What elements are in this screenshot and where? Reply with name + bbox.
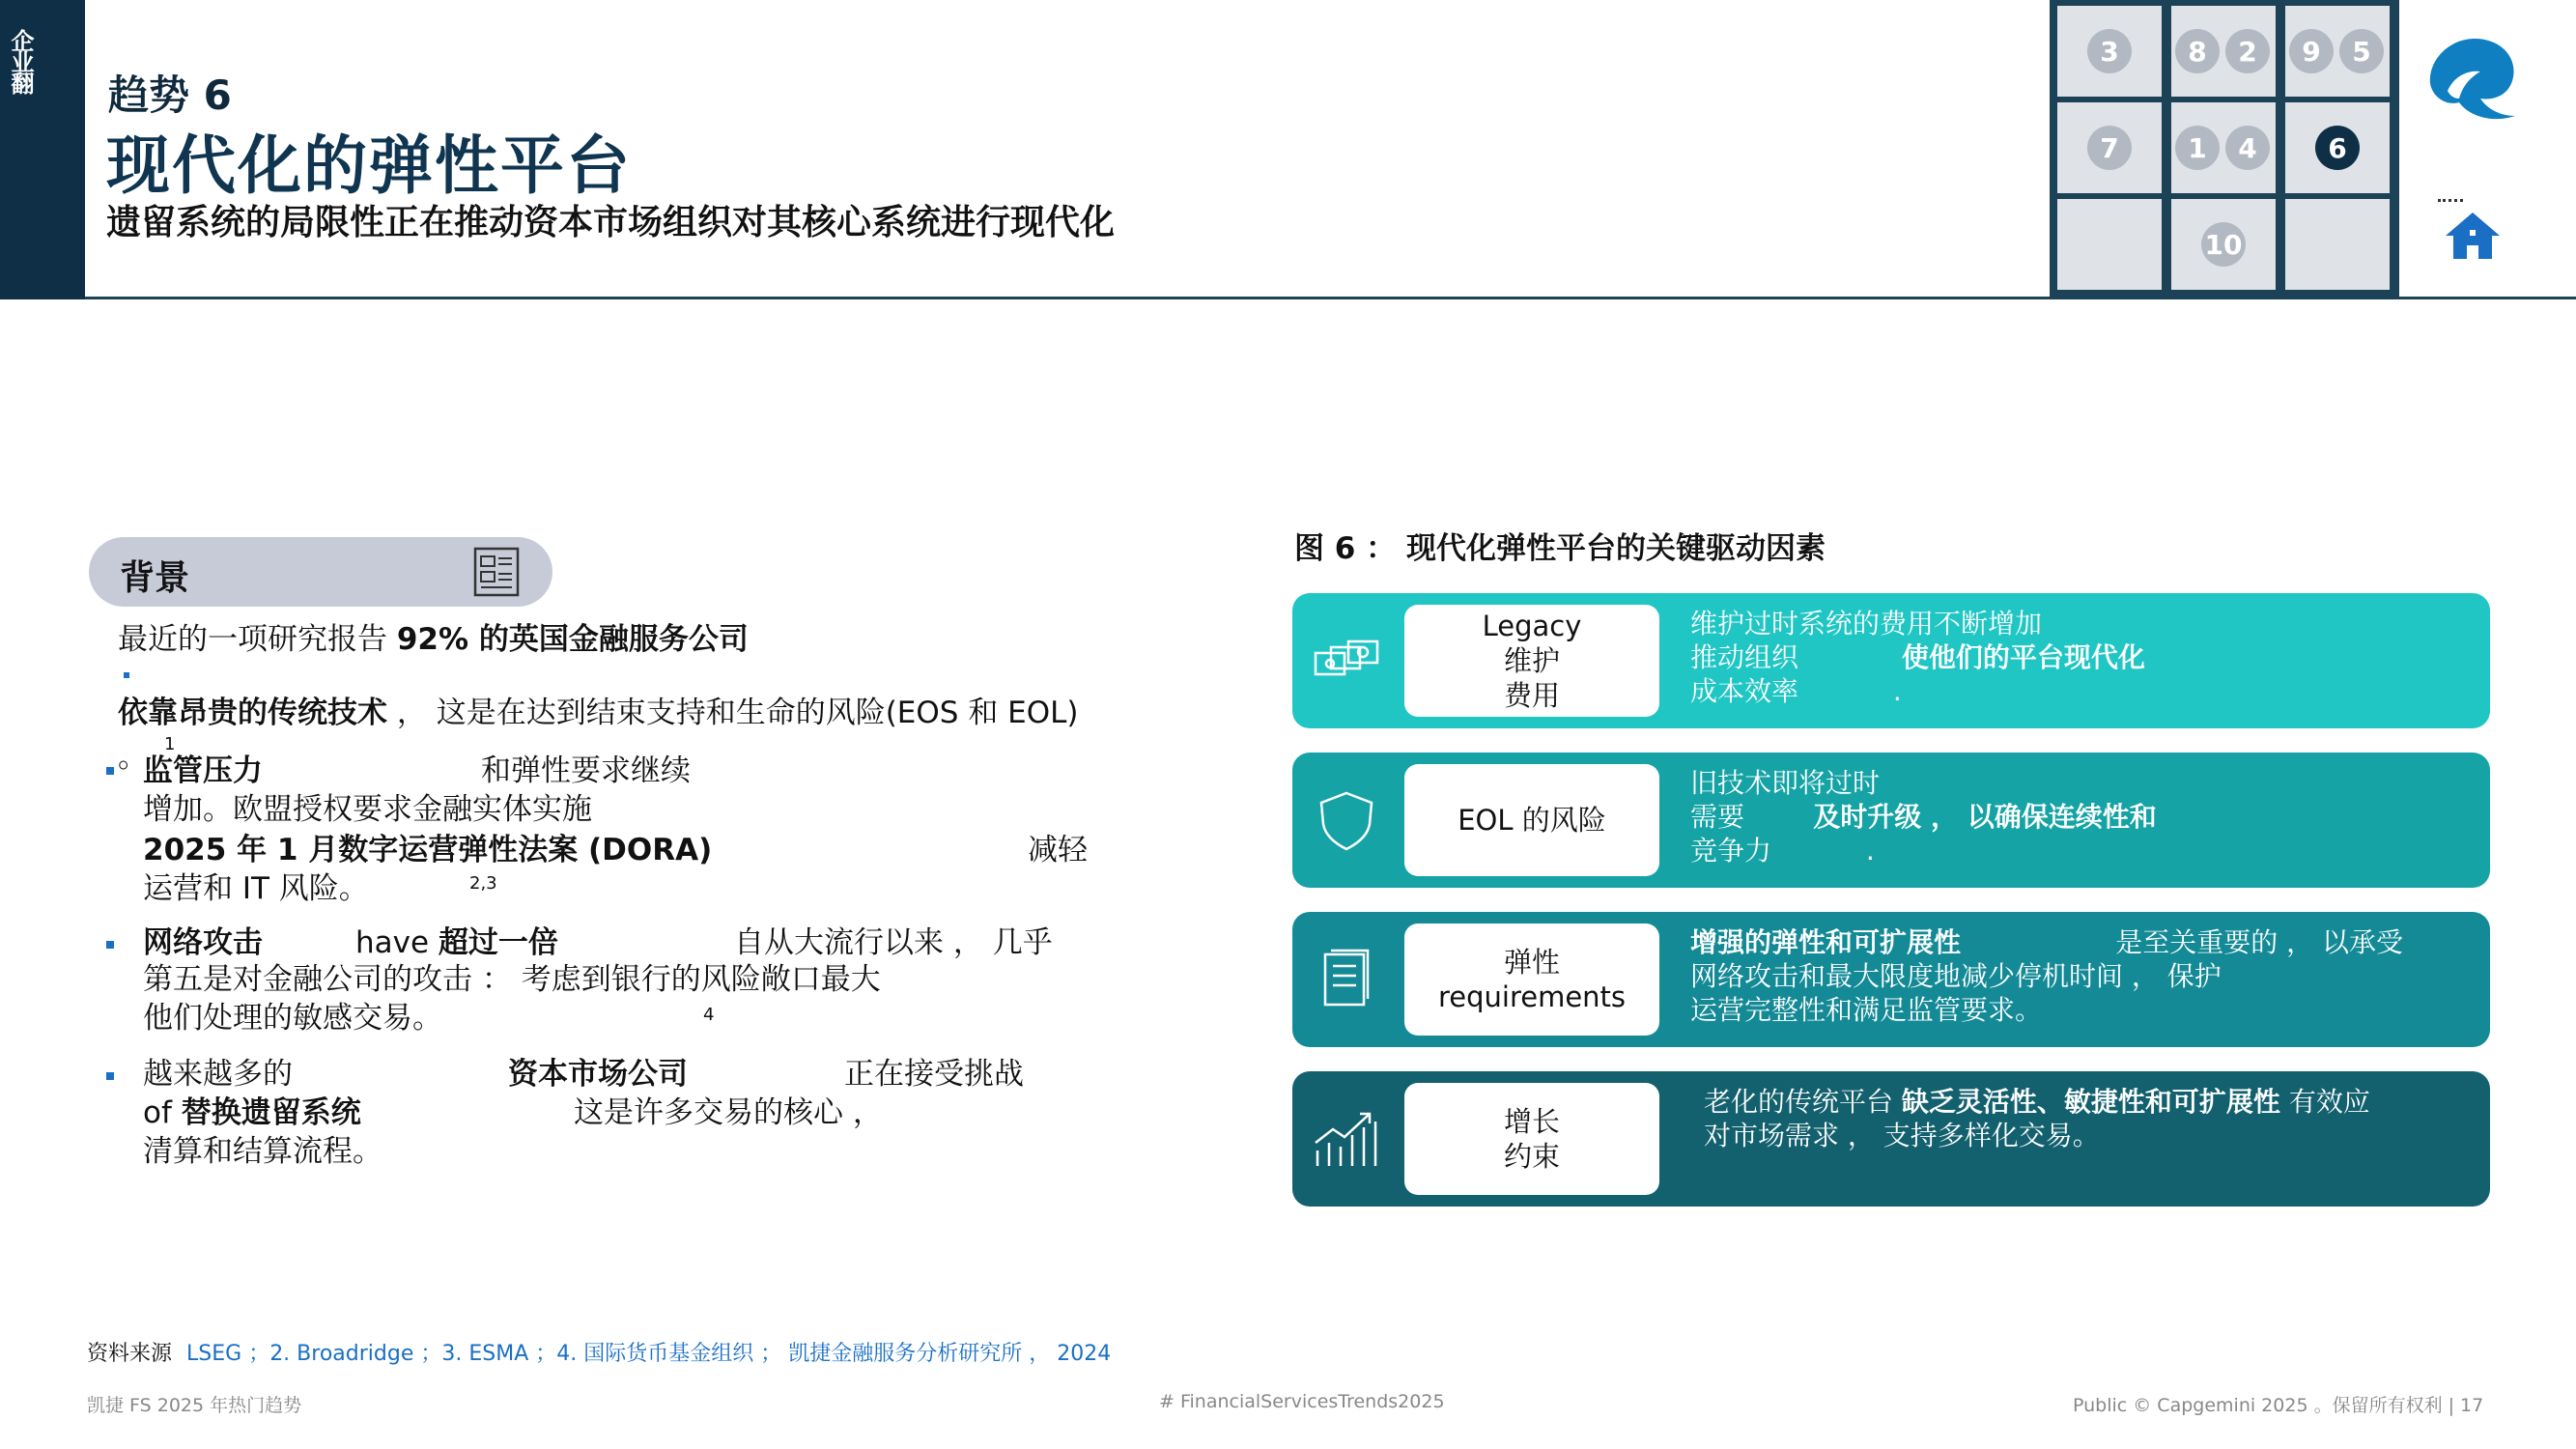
footer-copyright: Public © Capgemini 2025 。保留所有权利 | 17: [2073, 1395, 2484, 1416]
driver-label: 增长 约束: [1503, 1104, 1560, 1173]
desc-line: 对市场需求 ， 支持多样化交易。: [1704, 1120, 2100, 1151]
figure-title: 图 6 ： 现代化弹性平台的关键驱动因素: [1294, 531, 1826, 566]
bullet-3-line-3: 清算和结算流程。: [143, 1134, 382, 1169]
bullet-marker-3: [106, 1072, 114, 1080]
footer-left: 凯捷 FS 2025 年热门趋势: [87, 1395, 302, 1416]
page-title: 现代化的弹性平台: [106, 128, 632, 203]
desc-highlight: 增强的弹性和可扩展性: [1690, 926, 1962, 958]
bullet-3-highlight: 资本市场公司: [508, 1057, 688, 1092]
intro-line-1: [118, 622, 749, 658]
nav-trend-4[interactable]: 4: [2225, 126, 2270, 170]
source-link-capgemini-institute[interactable]: 凯捷金融服务分析研究所: [788, 1342, 1023, 1366]
stray-bullet: [124, 672, 129, 678]
nav-trend-6-active[interactable]: 6: [2315, 126, 2360, 170]
driver-band-legacy-cost: [1292, 593, 2490, 728]
trend-number: 趋势 6: [108, 71, 232, 119]
document-icon: [1312, 949, 1381, 1010]
bullet-1-line-1b: 和弹性要求继续: [481, 753, 691, 788]
desc-line: .: [1865, 835, 1875, 867]
bullet-1-highlight: 监管压力: [143, 753, 263, 788]
driver-description: [1690, 925, 2403, 1027]
desc-line: 竞争力: [1690, 835, 1772, 867]
grid-cell[interactable]: [2285, 6, 2390, 97]
desc-line: .: [1892, 675, 1902, 707]
source-link-lseg[interactable]: LSEG: [186, 1342, 242, 1366]
grid-cell: [2285, 199, 2390, 290]
side-accent-bar: [0, 0, 85, 299]
source-year: ， 2024: [1029, 1342, 1112, 1366]
bullet-marker-1: [106, 767, 114, 775]
driver-label: EOL 的风险: [1458, 803, 1606, 837]
bullet-3-line-2c: 这是许多交易的核心 ，: [574, 1095, 883, 1130]
desc-line: 成本效率: [1690, 675, 1799, 707]
driver-band-resilience: [1292, 912, 2490, 1047]
nav-trend-5[interactable]: 5: [2339, 29, 2384, 73]
desc-line: 有效应: [2279, 1086, 2370, 1118]
nav-trend-10[interactable]: 10: [2201, 222, 2246, 267]
intro-highlight-2: 依靠昂贵的传统技术: [118, 696, 387, 730]
footnote-2-3: 2,3: [469, 873, 497, 894]
bullet-3-line-1a: 越来越多的: [143, 1057, 293, 1092]
bullet-2-line-1b: [355, 925, 558, 961]
nav-trend-8[interactable]: 8: [2175, 29, 2220, 73]
source-separator: ；: [760, 1342, 782, 1366]
desc-highlight: 缺乏灵活性、敏捷性和可扩展性: [1901, 1086, 2280, 1118]
money-icon: [1312, 630, 1381, 692]
nav-trend-2[interactable]: 2: [2225, 29, 2270, 73]
footnote-1: 1: [164, 734, 176, 754]
grid-cell: [2057, 199, 2162, 290]
driver-description: [1690, 607, 2145, 708]
bullet-2-line-1c: 自从大流行以来 ， 几乎: [734, 925, 1053, 960]
page-subtitle: 遗留系统的局限性正在推动资本市场组织对其核心系统进行现代化: [106, 203, 1116, 242]
background-label: 背景: [120, 558, 190, 598]
desc-highlight: 及时升级 ， 以确保连续性和: [1813, 801, 2157, 833]
background-section-header: [89, 537, 552, 607]
desc-line: 需要: [1690, 801, 1745, 833]
bullet-1-line-1: [143, 753, 263, 789]
driver-label-box: [1404, 1083, 1659, 1195]
intro-line-3: 。: [118, 740, 148, 775]
bullet-2-line-3: 他们处理的敏感交易。: [143, 1001, 442, 1036]
source-link-broadridge[interactable]: ；2. Broadridge: [248, 1342, 414, 1366]
grid-cell[interactable]: [2171, 102, 2276, 193]
desc-line: 网络攻击和最大限度地减少停机时间 ， 保护: [1690, 960, 2222, 992]
bullet-1-line-3: 2025 年 1 月数字运营弹性法案 (DORA): [143, 833, 713, 867]
growth-chart-icon: [1312, 1108, 1381, 1170]
desc-line: 运营完整性和满足监管要求。: [1690, 994, 2043, 1026]
driver-band-growth: [1292, 1071, 2490, 1207]
desc-line: 推动组织: [1690, 641, 1799, 673]
desc-line: 是至关重要的 ， 以承受: [2115, 926, 2404, 958]
bullet-3-line-1c: 正在接受挑战: [844, 1057, 1024, 1092]
bullet-1-line-3b: 减轻: [1028, 833, 1088, 867]
driver-label: 弹性 requirements: [1437, 945, 1627, 1013]
bullet-2-highlight-2: 超过一倍: [438, 925, 558, 960]
source-link-esma[interactable]: ；3. ESMA: [420, 1342, 529, 1366]
grid-cell[interactable]: [2285, 102, 2390, 193]
grid-cell[interactable]: [2057, 102, 2162, 193]
driver-description: [1704, 1085, 2370, 1152]
driver-label-box: [1404, 923, 1659, 1036]
nav-trend-7[interactable]: 7: [2087, 126, 2132, 170]
desc-highlight: 使他们的平台现代化: [1901, 641, 2145, 673]
trend-navigation-grid: [2050, 0, 2399, 298]
bullet-3-text: of: [143, 1095, 182, 1130]
driver-label-box: [1404, 764, 1659, 876]
bullet-2-text: have: [355, 925, 439, 960]
sources-label: 资料来源: [87, 1342, 173, 1366]
intro-text-2: ， 这是在达到结束支持和生命的风险(EOS 和 EOL): [387, 696, 1079, 730]
bullet-3-highlight-2: 替换遗留系统: [181, 1095, 361, 1130]
desc-line: 维护过时系统的费用不断增加: [1690, 608, 2043, 639]
intro-line-2: [118, 696, 1079, 731]
footnote-4: 4: [703, 1005, 715, 1025]
desc-line: 旧技术即将过时: [1690, 767, 1881, 799]
desc-line: 老化的传统平台: [1704, 1086, 1902, 1118]
side-bar-text: 企业翻: [7, 29, 34, 93]
intro-text: 最近的一项研究报告: [118, 622, 397, 657]
bullet-1-line-4: 运营和 IT 风险。: [143, 871, 369, 906]
driver-label: Legacy 维护 费用: [1482, 609, 1582, 713]
grid-cell[interactable]: [2171, 6, 2276, 97]
grid-cell[interactable]: [2171, 199, 2276, 290]
nav-trend-1[interactable]: 1: [2175, 126, 2220, 170]
driver-band-eol-risk: [1292, 753, 2490, 888]
newspaper-icon: [469, 545, 524, 599]
intro-highlight: 92% 的英国金融服务公司: [396, 622, 749, 657]
bullet-1-line-2: 增加。欧盟授权要求金融实体实施: [143, 792, 592, 827]
sources-line: [87, 1337, 1111, 1367]
grid-cell[interactable]: [2057, 6, 2162, 97]
driver-description: [1690, 766, 2157, 867]
home-dots: [2438, 199, 2463, 203]
bullet-2-highlight: 网络攻击: [143, 925, 263, 960]
nav-trend-3[interactable]: 3: [2087, 29, 2132, 73]
driver-label-box: [1404, 605, 1659, 717]
bullet-marker-2: [106, 941, 114, 949]
home-icon[interactable]: [2444, 209, 2502, 263]
nav-trend-9[interactable]: 9: [2289, 29, 2334, 73]
bullet-3-line-2: [143, 1095, 361, 1131]
footer-hashtag[interactable]: # FinancialServicesTrends2025: [1159, 1391, 1445, 1412]
source-link-imf[interactable]: ；4. 国际货币基金组织: [535, 1342, 754, 1366]
bullet-2-line-2: 第五是对金融公司的攻击 ： 考虑到银行的风险敞口最大: [143, 962, 881, 997]
capgemini-logo-icon: [2424, 33, 2521, 126]
shield-icon: [1312, 789, 1381, 851]
